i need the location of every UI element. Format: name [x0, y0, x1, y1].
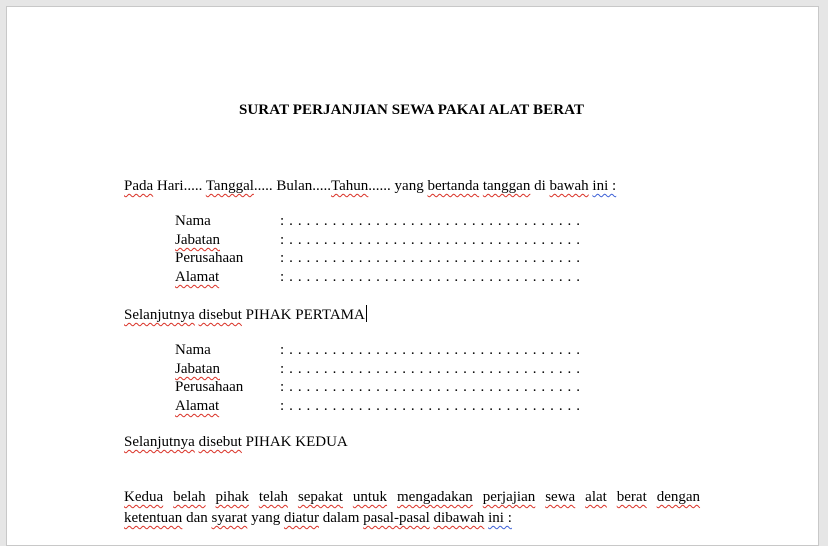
agreement-word: sepakat	[297, 489, 343, 505]
agreement-word: yang	[247, 510, 284, 526]
intro-word: Tahun	[331, 178, 369, 194]
party2-closing	[124, 434, 348, 451]
closing-word: Selanjutnya	[124, 434, 195, 450]
agreement-word: telah	[258, 489, 288, 505]
agreement-word: syarat	[211, 510, 248, 526]
intro-word: di	[530, 178, 550, 194]
intro-word: bertanda	[427, 178, 480, 194]
field-label: Nama	[175, 342, 211, 358]
intro-word: Tanggal	[205, 178, 254, 194]
agreement-word: belah	[173, 489, 206, 505]
field-label: Alamat	[175, 398, 220, 414]
closing-word: PIHAK PERTAMA	[241, 307, 365, 323]
closing-word: disebut	[198, 307, 242, 323]
field-dots: : . . . . . . . . . . . . . . . . . . . . . . . . . . . . . . . . . .	[280, 342, 581, 358]
field-dots: : . . . . . . . . . . . . . . . . . . . . . . . . . . . . . . . . . .	[280, 398, 581, 414]
field-label: Jabatan	[175, 232, 220, 248]
field-label: Perusahaan	[175, 250, 244, 266]
agreement-word: dibawah	[433, 510, 485, 526]
intro-word: Pada	[124, 178, 154, 194]
agreement-word: untuk	[352, 489, 388, 505]
intro-word: bawah	[549, 178, 589, 194]
intro-word: tanggan	[482, 178, 531, 194]
agreement-word: dan	[182, 510, 212, 526]
agreement-word: alat	[585, 489, 607, 505]
closing-word: PIHAK KEDUA	[241, 434, 348, 450]
agreement-word: ini :	[488, 510, 512, 526]
agreement-word: pihak	[215, 489, 249, 505]
field-dots: : . . . . . . . . . . . . . . . . . . . . . . . . . . . . . . . . . .	[280, 361, 581, 377]
intro-word: Hari.....	[153, 178, 206, 194]
agreement-line-1	[124, 489, 700, 506]
field-dots: : . . . . . . . . . . . . . . . . . . . . . . . . . . . . . . . . . .	[280, 232, 581, 248]
field-label: Jabatan	[175, 361, 220, 377]
intro-line	[124, 178, 616, 195]
agreement-word: diatur	[283, 510, 319, 526]
agreement-word: berat	[616, 489, 647, 505]
agreement-line-2	[124, 510, 512, 527]
agreement-word: Kedua	[124, 489, 164, 505]
field-dots: : . . . . . . . . . . . . . . . . . . . . . . . . . . . . . . . . . .	[280, 379, 581, 395]
agreement-word: mengadakan	[397, 489, 473, 505]
agreement-word: ketentuan	[124, 510, 183, 526]
intro-word: ini :	[592, 178, 617, 194]
field-label: Alamat	[175, 269, 220, 285]
party1-closing	[124, 305, 367, 324]
field-label: Perusahaan	[175, 379, 244, 395]
agreement-word: sewa	[545, 489, 576, 505]
text-cursor	[366, 305, 367, 322]
intro-word: ...... yang	[368, 178, 428, 194]
closing-word: Selanjutnya	[124, 307, 195, 323]
intro-word: ..... Bulan.....	[253, 178, 332, 194]
field-label: Nama	[175, 213, 211, 229]
agreement-word: perjajian	[482, 489, 536, 505]
closing-word: disebut	[198, 434, 242, 450]
field-dots: : . . . . . . . . . . . . . . . . . . . . . . . . . . . . . . . . . .	[280, 269, 581, 285]
agreement-word: pasal-pasal	[363, 510, 430, 526]
field-dots: : . . . . . . . . . . . . . . . . . . . . . . . . . . . . . . . . . .	[280, 250, 581, 266]
document-title: SURAT PERJANJIAN SEWA PAKAI ALAT BERAT	[238, 102, 585, 118]
agreement-word: dalam	[318, 510, 364, 526]
field-dots: : . . . . . . . . . . . . . . . . . . . . . . . . . . . . . . . . . .	[280, 213, 581, 229]
agreement-word: dengan	[656, 489, 701, 505]
